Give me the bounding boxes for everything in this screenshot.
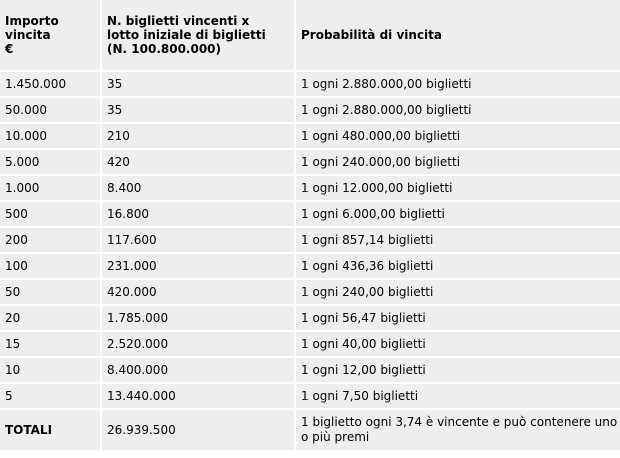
importo-cell: 50 — [0, 280, 102, 306]
biglietti-cell: 2.520.000 — [102, 332, 296, 358]
table-row — [0, 202, 620, 228]
biglietti-cell: 16.800 — [102, 202, 296, 228]
importo-cell: 10 — [0, 358, 102, 384]
probabilita-cell: 1 ogni 2.880.000,00 biglietti — [296, 72, 620, 98]
importo-cell: 200 — [0, 228, 102, 254]
biglietti-cell: 8.400.000 — [102, 358, 296, 384]
importo-cell: 15 — [0, 332, 102, 358]
probabilita-cell: 1 ogni 7,50 biglietti — [296, 384, 620, 410]
table-row — [0, 72, 620, 98]
table-row — [0, 306, 620, 332]
biglietti-cell: 13.440.000 — [102, 384, 296, 410]
table-row — [0, 358, 620, 384]
biglietti-cell: 117.600 — [102, 228, 296, 254]
table-row — [0, 124, 620, 150]
importo-cell: 100 — [0, 254, 102, 280]
importo-cell: 10.000 — [0, 124, 102, 150]
biglietti-cell: 35 — [102, 98, 296, 124]
biglietti-cell: 231.000 — [102, 254, 296, 280]
total-row — [0, 410, 620, 452]
header-biglietti-vincenti: N. biglietti vincenti x lotto iniziale di biglietti (N. 100.800.000) — [102, 0, 296, 72]
probabilita-cell: 1 ogni 2.880.000,00 biglietti — [296, 98, 620, 124]
biglietti-cell: 35 — [102, 72, 296, 98]
probabilita-cell: 1 ogni 12,00 biglietti — [296, 358, 620, 384]
probabilita-cell: 1 ogni 480.000,00 biglietti — [296, 124, 620, 150]
probabilita-cell: 1 ogni 857,14 biglietti — [296, 228, 620, 254]
table-row — [0, 176, 620, 202]
table-header-row — [0, 0, 620, 72]
importo-cell: 5 — [0, 384, 102, 410]
probabilita-cell: 1 ogni 56,47 biglietti — [296, 306, 620, 332]
total-probabilita: 1 biglietto ogni 3,74 è vincente e può contenere uno o più premi — [296, 410, 620, 452]
table-row — [0, 228, 620, 254]
table-row — [0, 332, 620, 358]
table-row — [0, 384, 620, 410]
importo-cell: 20 — [0, 306, 102, 332]
probabilita-cell: 1 ogni 40,00 biglietti — [296, 332, 620, 358]
table-row — [0, 254, 620, 280]
importo-cell: 5.000 — [0, 150, 102, 176]
biglietti-cell: 8.400 — [102, 176, 296, 202]
probabilita-cell: 1 ogni 436,36 biglietti — [296, 254, 620, 280]
biglietti-cell: 210 — [102, 124, 296, 150]
importo-cell: 50.000 — [0, 98, 102, 124]
probabilita-cell: 1 ogni 240.000,00 biglietti — [296, 150, 620, 176]
table-row — [0, 150, 620, 176]
total-biglietti: 26.939.500 — [102, 410, 296, 452]
importo-cell: 1.450.000 — [0, 72, 102, 98]
importo-cell: 1.000 — [0, 176, 102, 202]
probabilita-cell: 1 ogni 6.000,00 biglietti — [296, 202, 620, 228]
importo-cell: 500 — [0, 202, 102, 228]
biglietti-cell: 420 — [102, 150, 296, 176]
header-importo-vincita: Importo vincita € — [0, 0, 102, 72]
biglietti-cell: 1.785.000 — [102, 306, 296, 332]
probabilita-cell: 1 ogni 240,00 biglietti — [296, 280, 620, 306]
probabilita-cell: 1 ogni 12.000,00 biglietti — [296, 176, 620, 202]
biglietti-cell: 420.000 — [102, 280, 296, 306]
header-probabilita: Probabilità di vincita — [296, 0, 620, 72]
table-row — [0, 280, 620, 306]
total-label: TOTALI — [0, 410, 102, 452]
table-row — [0, 98, 620, 124]
